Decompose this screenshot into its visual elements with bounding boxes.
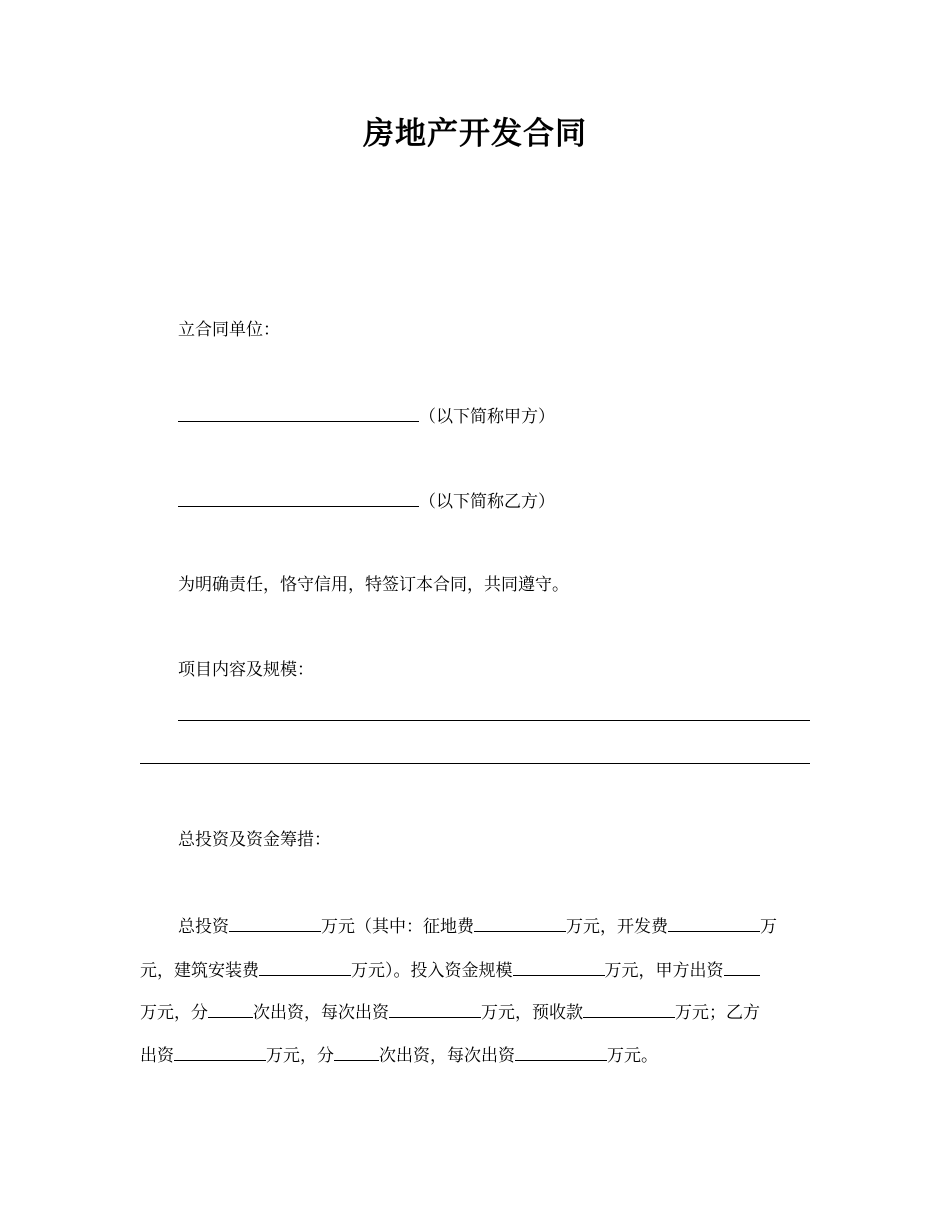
party-a-line: [178, 403, 555, 429]
project-heading: 项目内容及规模：: [178, 660, 314, 680]
party-b-line: [178, 488, 555, 514]
land-fee-blank[interactable]: [474, 913, 566, 932]
investment-heading: 总投资及资金筹措：: [178, 830, 331, 850]
investment-line-1: [178, 913, 777, 939]
build-fee-label: 元，建筑安装费: [140, 961, 259, 981]
party-b-blank[interactable]: [178, 488, 419, 507]
party-a-contrib-label: 万元，甲方出资: [604, 961, 724, 981]
party-b-contrib-label: 万元；乙方: [675, 1003, 760, 1023]
purpose-text: 为明确责任，恪守信用，特签订本合同，共同遵守。: [178, 575, 569, 595]
times2-blank[interactable]: [334, 1042, 379, 1061]
dev-fee-blank[interactable]: [668, 913, 760, 932]
investment-line-2: [140, 957, 760, 983]
input-scale-blank[interactable]: [513, 957, 605, 976]
fen2-label: 万元，分: [266, 1046, 334, 1066]
wan-label: 万: [760, 917, 777, 937]
dev-fee-label: 万元，开发费: [566, 917, 668, 937]
prepay-blank[interactable]: [583, 999, 675, 1018]
fen-label: 万元，分: [140, 1003, 208, 1023]
parties-heading: 立合同单位：: [178, 320, 280, 340]
chuzi-label: 出资: [140, 1046, 174, 1066]
build-fee-blank[interactable]: [259, 957, 351, 976]
input-scale-label: 万元）。投入资金规模: [351, 961, 513, 981]
end-label: 万元。: [607, 1046, 658, 1066]
each-amount2-blank[interactable]: [515, 1042, 607, 1061]
party-a-blank[interactable]: [178, 403, 419, 422]
party-b-suffix: （以下简称乙方）: [419, 492, 555, 512]
investment-line-4: [140, 1042, 658, 1068]
party-a-contrib-blank[interactable]: [724, 957, 760, 976]
total-blank[interactable]: [229, 913, 321, 932]
times-each-label: 次出资，每次出资: [253, 1003, 389, 1023]
party-b-amount-blank[interactable]: [174, 1042, 266, 1061]
each-amount-blank[interactable]: [389, 999, 481, 1018]
investment-line-3: [140, 999, 760, 1025]
prepay-label: 万元，预收款: [481, 1003, 583, 1023]
page-title: 房地产开发合同: [363, 116, 587, 152]
project-blank-line-2[interactable]: [140, 763, 810, 764]
total-label: 总投资: [178, 917, 229, 937]
party-a-suffix: （以下简称甲方）: [419, 407, 555, 427]
times-blank[interactable]: [208, 999, 253, 1018]
project-blank-line-1[interactable]: [178, 720, 810, 721]
breakdown-open: 万元（其中：征地费: [321, 917, 474, 937]
times-each2-label: 次出资，每次出资: [379, 1046, 515, 1066]
